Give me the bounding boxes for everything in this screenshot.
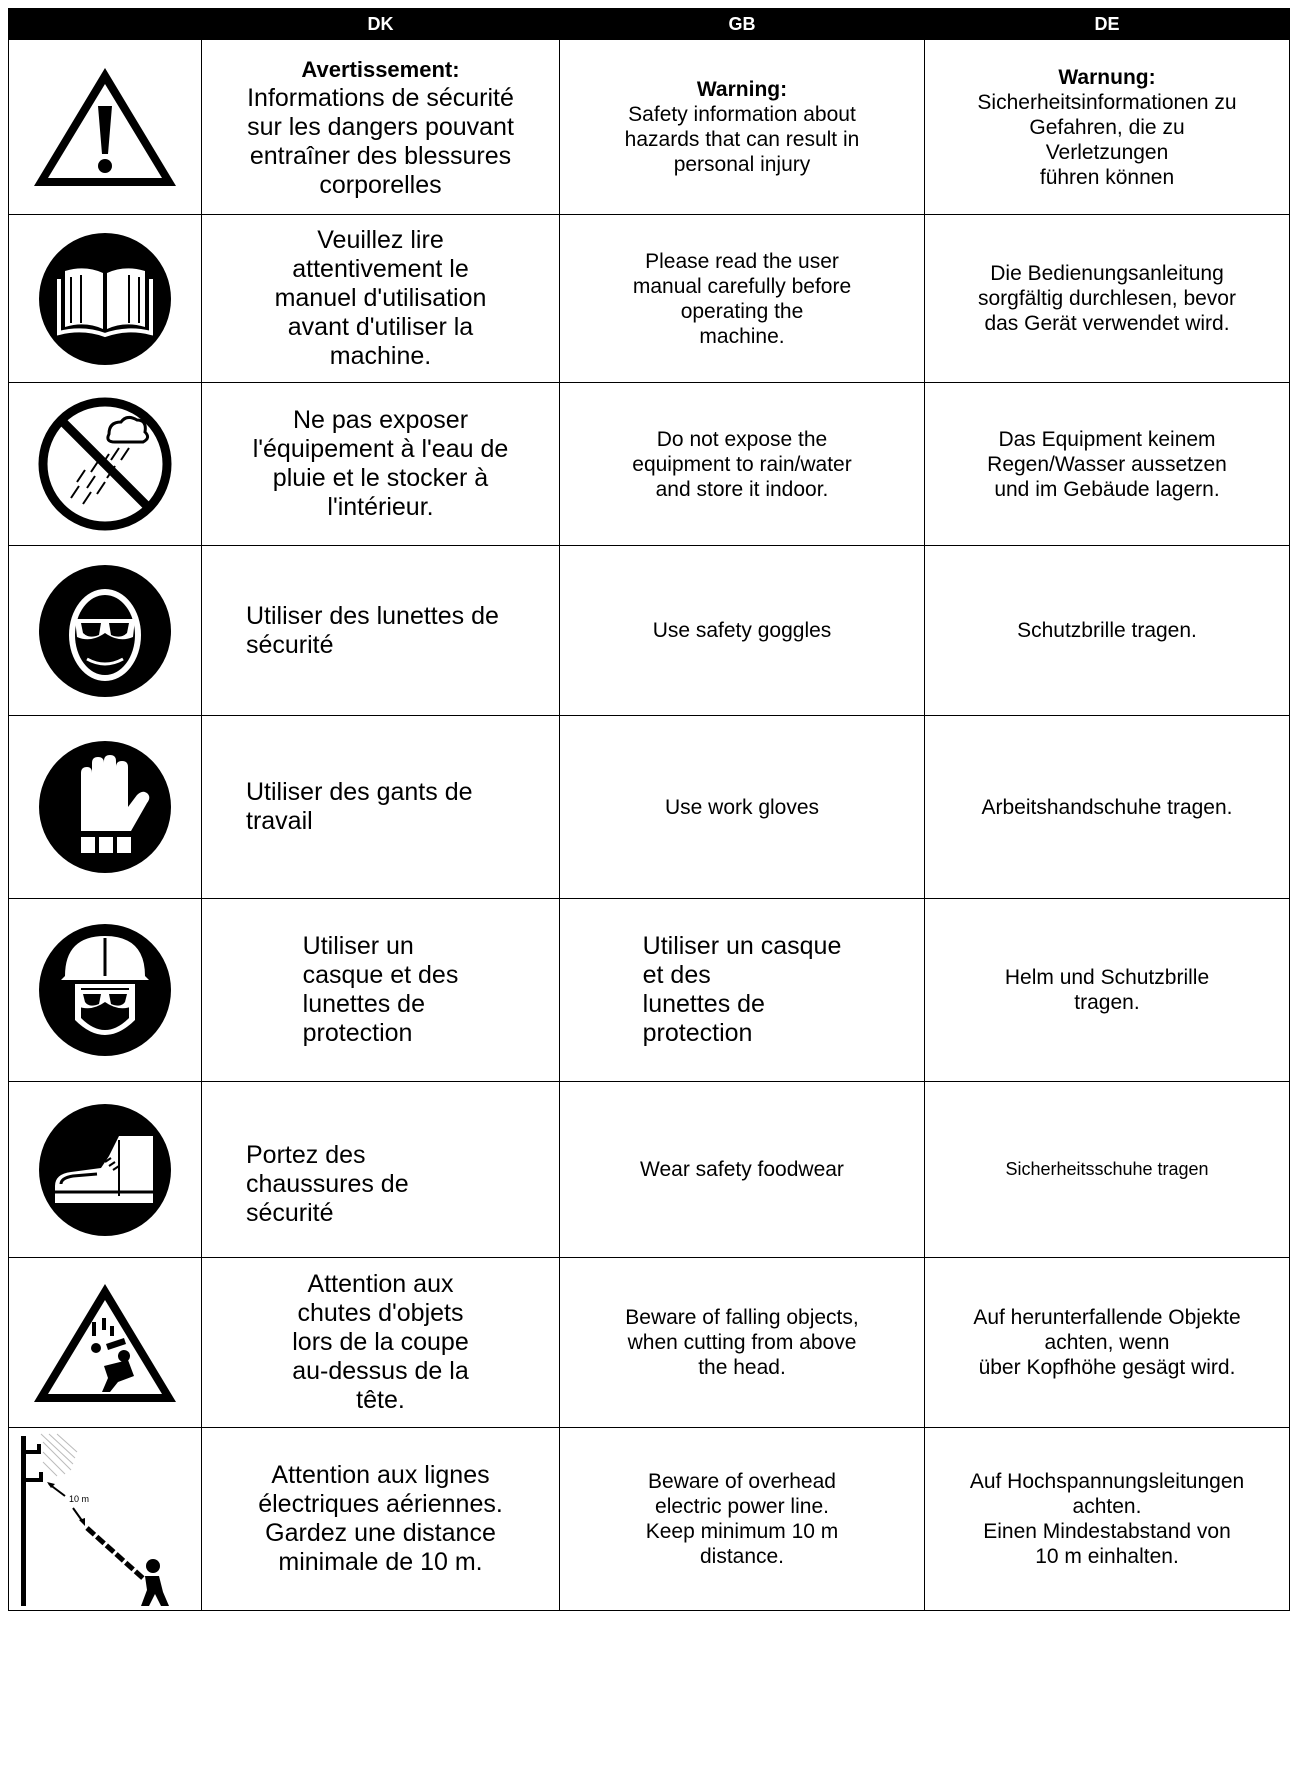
- warning-title-gb: Warning:: [696, 78, 788, 101]
- text-cell-dk: [202, 1258, 560, 1428]
- text-cell-de: [925, 899, 1290, 1082]
- text-cell-de: [925, 215, 1290, 383]
- helmet-text-de: Helm und Schutzbrille tragen.: [1004, 966, 1210, 1014]
- safety-boot-icon: [35, 1100, 175, 1240]
- text-cell-dk: [202, 1082, 560, 1258]
- table-row: [9, 1082, 1290, 1258]
- helmet-text-gb: Utiliser un casque et des lunettes de protection: [642, 932, 842, 1047]
- powerline-text-gb: Beware of overhead electric power line. Keep minimum 10 m distance.: [645, 1470, 839, 1568]
- safety-symbols-table: [8, 8, 1290, 1611]
- warning-triangle-icon: [30, 62, 180, 192]
- warning-title-dk: Avertissement:: [301, 56, 460, 82]
- icon-cell: [9, 899, 202, 1082]
- text-cell-dk: [202, 40, 560, 215]
- table-row: [9, 40, 1290, 215]
- gloves-text-de: Arbeitshandschuhe tragen.: [981, 795, 1233, 819]
- icon-cell: [9, 716, 202, 899]
- boots-text-de: Sicherheitsschuhe tragen: [1005, 1159, 1209, 1179]
- text-cell-gb: [560, 899, 925, 1082]
- text-cell-de: [925, 383, 1290, 546]
- distance-label: 10 m: [69, 1494, 90, 1504]
- text-cell-gb: [560, 1258, 925, 1428]
- text-cell-de: [925, 1258, 1290, 1428]
- text-cell-dk: [202, 546, 560, 716]
- text-cell-dk: [202, 215, 560, 383]
- table-row: [9, 1428, 1290, 1611]
- column-header-gb: GB: [560, 9, 925, 40]
- text-cell-dk: [202, 1428, 560, 1611]
- text-cell-dk: [202, 383, 560, 546]
- safety-goggles-icon: [35, 561, 175, 701]
- icon-cell: [9, 40, 202, 215]
- gloves-text-gb: Use work gloves: [664, 795, 820, 819]
- boots-text-gb: Wear safety foodwear: [640, 1158, 844, 1181]
- manual-text-de: Die Bedienungsanleitung sorgfältig durchlesen, bevor das Gerät verwendet wird.: [978, 262, 1236, 335]
- no-rain-icon: [35, 394, 175, 534]
- icon-cell: [9, 215, 202, 383]
- table-row: [9, 1258, 1290, 1428]
- icon-cell: [9, 546, 202, 716]
- rain-text-dk: Ne pas exposer l'équipement à l'eau de pluie et le stocker à l'intérieur.: [252, 406, 509, 521]
- power-line-distance-icon: [13, 1430, 183, 1608]
- helmet-goggles-icon: [35, 920, 175, 1060]
- table-header-row: [9, 9, 1290, 40]
- rain-text-gb: Do not expose the equipment to rain/water and store it indoor.: [632, 427, 852, 501]
- text-cell-gb: [560, 546, 925, 716]
- icon-column-header: [9, 9, 202, 40]
- manual-text-gb: Please read the user manual carefully before operating the machine.: [632, 249, 852, 348]
- text-cell-de: [925, 1082, 1290, 1258]
- text-cell-gb: [560, 383, 925, 546]
- falling-text-de: Auf herunterfallende Objekte achten, wenn über Kopfhöhe gesägt wird.: [973, 1306, 1241, 1379]
- text-cell-de: [925, 716, 1290, 899]
- text-cell-dk: [202, 716, 560, 899]
- powerline-text-dk: Attention aux lignes électriques aériennes. Gardez une distance minimale de 10 m.: [258, 1461, 503, 1576]
- rain-text-de: Das Equipment keinem Regen/Wasser aussetzen und im Gebäude lagern.: [987, 427, 1227, 501]
- table-row: [9, 215, 1290, 383]
- text-cell-de: [925, 546, 1290, 716]
- table-row: [9, 899, 1290, 1082]
- warning-title-de: Warnung:: [1058, 65, 1156, 89]
- icon-cell: [9, 1428, 202, 1611]
- column-header-de: DE: [925, 9, 1290, 40]
- table-row: [9, 383, 1290, 546]
- text-cell-gb: [560, 215, 925, 383]
- warning-text-dk: Informations de sécurité sur les dangers pouvant entraîner des blessures corporelles: [247, 83, 514, 199]
- goggles-text-dk: Utiliser des lunettes de sécurité: [246, 601, 499, 659]
- helmet-text-dk: Utiliser un casque et des lunettes de protection: [302, 932, 459, 1047]
- boots-text-dk: Portez des chaussures de sécurité: [246, 1141, 409, 1227]
- powerline-text-de: Auf Hochspannungsleitungen achten. Einen Mindestabstand von 10 m einhalten.: [969, 1470, 1245, 1568]
- text-cell-gb: [560, 716, 925, 899]
- text-cell-de: [925, 1428, 1290, 1611]
- text-cell-gb: [560, 1082, 925, 1258]
- table-row: [9, 546, 1290, 716]
- icon-cell: [9, 383, 202, 546]
- icon-cell: [9, 1082, 202, 1258]
- goggles-text-gb: Use safety goggles: [652, 619, 832, 642]
- gloves-text-dk: Utiliser des gants de travail: [246, 778, 473, 835]
- falling-text-dk: Attention aux chutes d'objets lors de la coupe au-dessus de la tête.: [292, 1270, 469, 1414]
- falling-objects-icon: [30, 1278, 180, 1408]
- text-cell-gb: [560, 40, 925, 215]
- work-gloves-icon: [35, 737, 175, 877]
- manual-text-dk: Veuillez lire attentivement le manuel d'utilisation avant d'utiliser la machine.: [274, 226, 487, 370]
- read-manual-icon: [35, 229, 175, 369]
- warning-text-de: Sicherheitsinformationen zu Gefahren, die zu Verletzungen führen können: [977, 90, 1237, 189]
- warning-text-gb: Safety information about hazards that can result in personal injury: [624, 103, 860, 176]
- text-cell-dk: [202, 899, 560, 1082]
- column-header-dk: DK: [202, 9, 560, 40]
- icon-cell: [9, 1258, 202, 1428]
- text-cell-de: [925, 40, 1290, 215]
- falling-text-gb: Beware of falling objects, when cutting from above the head.: [625, 1306, 859, 1379]
- text-cell-gb: [560, 1428, 925, 1611]
- table-row: [9, 716, 1290, 899]
- goggles-text-de: Schutzbrille tragen.: [1017, 619, 1197, 642]
